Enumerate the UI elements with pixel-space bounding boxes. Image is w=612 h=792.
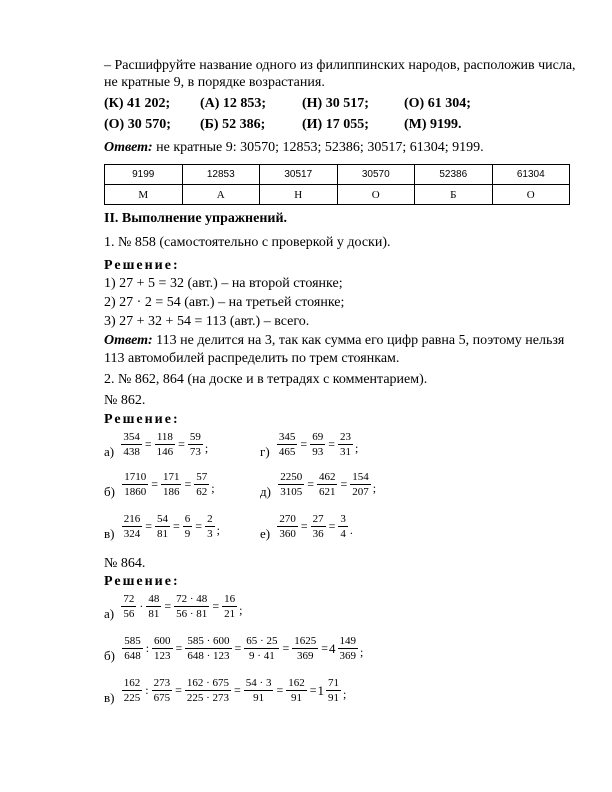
whole-part: 4 [329,640,336,656]
solution-label: Решение: [104,412,180,427]
problem-862-v: в) $\frac{216}{324}$ = $\frac{54}{81}$ = $\frac{6}{9}$ = $\frac{2}{3}$ ; [104,513,220,541]
fraction: $\frac{72}{56}$ [123,593,135,620]
problem-862-e: е) $\frac{270}{360}$ = $\frac{27}{36}$ = $\frac{3}{4}$ . [260,513,353,541]
table-cell: А [182,185,260,205]
solution-label: Решение: [104,258,180,273]
table-cell: Б [415,185,493,205]
problem-862-a: а) $\frac{354}{438}$ = $\frac{118}{146}$ = $\frac{59}{73}$ ; [104,431,209,459]
fraction: $\frac{162}{91}$ [288,677,305,704]
fraction: $\frac{585}{648}$ [124,635,141,662]
fraction: $\frac{585 \cdot 600}{648 \cdot 123}$ [187,635,230,662]
item-label: б) [104,483,115,499]
table-cell: 9199 [105,165,183,185]
table-cell: 12853 [182,165,260,185]
section-heading: II. Выполнение упражнений. [104,211,288,226]
fraction: $\frac{162}{225}$ [123,677,141,704]
item-label: в) [104,525,115,541]
fraction: $\frac{1710}{1860}$ [124,471,147,498]
table-cell: Н [260,185,338,205]
fraction: $\frac{54}{81}$ [157,513,168,540]
answer-label: Ответ: [104,140,153,155]
answer-2-line-2: 113 автомобилей распределить по трем стоянкам. [104,351,400,366]
problem-864-heading: № 864. [104,556,146,571]
fraction: $\frac{2250}{3105}$ [280,471,303,498]
fraction: $\frac{462}{621}$ [318,471,336,498]
option: (Б) 52 386; [200,117,266,132]
fraction: $\frac{149}{369}$ [339,635,357,662]
answer-label: Ответ: [104,333,153,348]
problem-862-d: д) $\frac{2250}{3105}$ = $\frac{462}{621}$ = $\frac{154}{207}$ ; [260,471,377,499]
problem-864-a: а) $\frac{72}{56}$ · $\frac{48}{81}$ = $\frac{72 \cdot 48}{56 \cdot 81}$ = $\frac{16}{21}$ ; [104,593,243,621]
fraction: $\frac{59}{73}$ [189,431,201,458]
problem-862-g: г) $\frac{345}{465}$ = $\frac{69}{93}$ = $\frac{23}{31}$ ; [260,431,359,459]
option: (И) 17 055; [302,117,369,132]
fraction: $\frac{118}{146}$ [156,431,174,458]
table-cell: 30570 [337,165,415,185]
fraction: $\frac{345}{465}$ [278,431,296,458]
fraction: $\frac{27}{36}$ [312,513,324,540]
option: (К) 41 202; [104,96,171,111]
problem-864-b: б) $\frac{585}{648}$ : $\frac{600}{123}$ = $\frac{585 \cdot 600}{648 \cdot 123}$ = $\frac{65 \cdot 25}{9 \cdot 41}$ = $\frac{1625}{369}$ =4 $\frac{149}{369}$ ; [104,635,364,663]
answer-1 [104,140,484,156]
item-label: б) [104,647,115,663]
fraction: $\frac{2}{3}$ [207,513,213,540]
item-label: а) [104,605,115,621]
fraction: $\frac{16}{21}$ [224,593,236,620]
fraction: $\frac{270}{360}$ [279,513,296,540]
decode-table [104,164,570,205]
option: (О) 30 570; [104,117,171,132]
fraction: $\frac{69}{93}$ [312,431,324,458]
answer-2-line-1 [104,333,564,349]
table-cell: 52386 [415,165,493,185]
item-label: е) [260,525,271,541]
fraction: $\frac{273}{675}$ [153,677,171,704]
step: 1) 27 + 5 = 32 (авт.) – на второй стоянке; [104,276,343,291]
fraction: $\frac{154}{207}$ [352,471,369,498]
item-label: д) [260,483,271,499]
answer-text: не кратные 9: 30570; 12853; 52386; 30517; 61304; 9199. [152,140,484,155]
table-cell: О [337,185,415,205]
fraction: $\frac{57}{62}$ [196,471,208,498]
fraction: $\frac{3}{4}$ [340,513,346,540]
fraction: $\frac{162 \cdot 675}{225 \cdot 273}$ [186,677,230,704]
fraction: $\frac{48}{81}$ [148,593,160,620]
table-cell: М [105,185,183,205]
fraction: $\frac{354}{438}$ [123,431,140,458]
item-label: а) [104,443,115,459]
problem-864-v: в) $\frac{162}{225}$ : $\frac{273}{675}$ = $\frac{162 \cdot 675}{225 \cdot 273}$ = $\frac{54 \cdot 3}{91}$ = $\frac{162}{91}$ =1 $\frac{71}{91}$ ; [104,677,347,705]
option: (О) 61 304; [404,96,471,111]
fraction: $\frac{54 \cdot 3}{91}$ [245,677,272,704]
task-1: 1. № 858 (самостоятельно с проверкой у доски). [104,235,391,250]
table-cell: 61304 [492,165,570,185]
problem-862-heading: № 862. [104,393,146,408]
fraction: $\frac{71}{91}$ [328,677,340,704]
fraction: $\frac{72 \cdot 48}{56 \cdot 81}$ [176,593,208,620]
intro-line-1: – Расшифруйте название одного из филиппинских народов, расположив числа, [104,58,576,73]
intro-line-2: не кратные 9, в порядке возрастания. [104,75,325,90]
problem-862-b: б) $\frac{1710}{1860}$ = $\frac{171}{186}$ = $\frac{57}{62}$ ; [104,471,215,499]
fraction: $\frac{216}{324}$ [123,513,141,540]
table-cell: 30517 [260,165,338,185]
option: (А) 12 853; [200,96,267,111]
option: (Н) 30 517; [302,96,369,111]
fraction: $\frac{1625}{369}$ [294,635,317,662]
fraction: $\frac{65 \cdot 25}{9 \cdot 41}$ [246,635,278,662]
step: 2) 27 · 2 = 54 (авт.) – на третьей стоянке; [104,295,345,310]
task-2: 2. № 862, 864 (на доске и в тетрадях с комментарием). [104,372,428,387]
item-label: г) [260,443,270,459]
fraction: $\frac{23}{31}$ [339,431,351,458]
solution-label: Решение: [104,574,180,589]
fraction: $\frac{6}{9}$ [184,513,191,540]
fraction: $\frac{600}{123}$ [154,635,171,662]
option: (М) 9199. [404,117,462,132]
answer-text: 113 не делится на 3, так как сумма его цифр равна 5, поэтому нельзя [152,333,565,348]
table-cell: О [492,185,570,205]
fraction: $\frac{171}{186}$ [162,471,180,498]
step: 3) 27 + 32 + 54 = 113 (авт.) – всего. [104,314,310,329]
item-label: в) [104,689,115,705]
whole-part: 1 [317,682,325,698]
